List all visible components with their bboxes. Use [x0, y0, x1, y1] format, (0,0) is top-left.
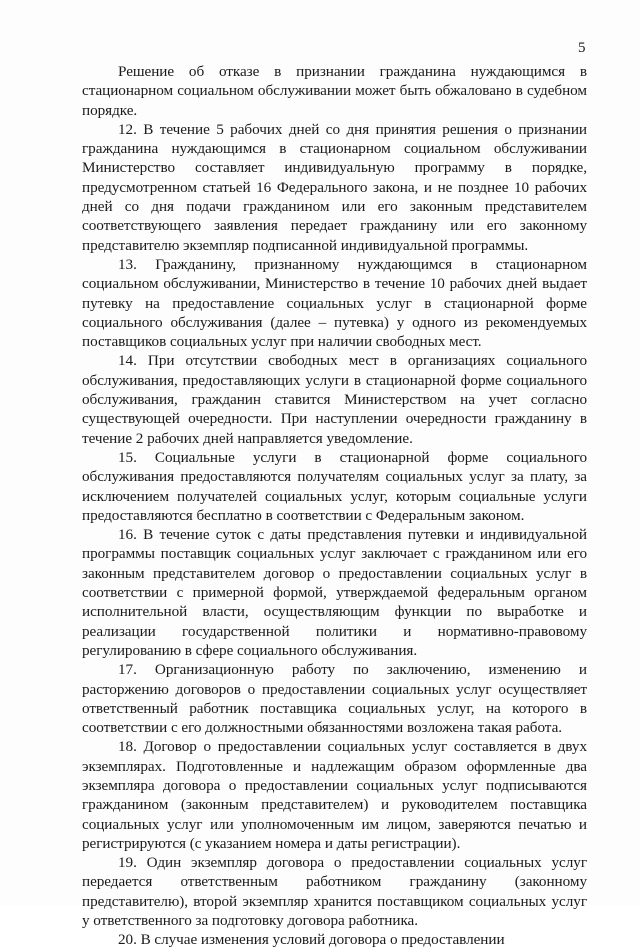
document-body	[82, 62, 587, 950]
paragraph-16: 16. В течение суток с даты представления путевки и индивидуальной программы поставщик социальных услуг заключает с гражданином или его законным представителем договор о предоставлении социальных услуг в соответствии с примерной формой, утверждаемой федеральным органом исполнительной власти, осуществляющим функции по выработке и реализации государственной политики и нормативно-правовому регулированию в сфере социального обслуживания.	[82, 526, 587, 659]
paragraph-13: 13. Гражданину, признанному нуждающимся в стационарном социальном обслуживании, Министерство в течение 10 рабочих дней выдает путевку на предоставление социальных услуг в стационарной форме социального обслуживания (далее – путевка) у одного из рекомендуемых поставщиков социальных услуг при наличии свободных мест.	[82, 255, 587, 351]
paragraph-20: 20. В случае изменения условий договора о предоставлении	[118, 931, 505, 949]
paragraph-12: 12. В течение 5 рабочих дней со дня принятия решения о признании гражданина нуждающимся в стационарном социальном обслуживании Министерство составляет индивидуальную программу в порядке, предусмотренном статьей 16 Федерального закона, и не позднее 10 рабочих дней со дня подачи гражданином или его законным представителем соответствующего заявления передает гражданину или его законному представителю экземпляр подписанной индивидуальной программы.	[82, 120, 587, 254]
paragraph-refusal-appeal: Решение об отказе в признании гражданина нуждающимся в стационарном социальном обслуживании может быть обжаловано в судебном порядке.	[82, 63, 587, 119]
page-number: 5	[578, 40, 586, 56]
paragraph-17: 17. Организационную работу по заключению, изменению и расторжению договоров о предоставлении социальных услуг осуществляет ответственный работник поставщика социальных услуг, на которого в соответствии с его должностными обязанностями возложена такая работа.	[82, 661, 587, 737]
paragraph-18: 18. Договор о предоставлении социальных услуг составляется в двух экземплярах. Подготовленные и надлежащим образом оформленные два экземпляра договора о предоставлении социальных услуг подписываются гражданином (законным представителем) и руководителем поставщика социальных услуг или уполномоченным им лицом, заверяются печатью и регистрируются (с указанием номера и даты регистрации).	[82, 738, 587, 852]
paragraph-14: 14. При отсутствии свободных мест в организациях социального обслуживания, предоставляющих услуги в стационарной форме социального обслуживания, гражданин ставится Министерством на учет согласно существующей очередности. При наступлении очередности гражданину в течение 2 рабочих дней направляется уведомление.	[82, 352, 587, 447]
paragraph-19: 19. Один экземпляр договора о предоставлении социальных услуг передается ответственным работником гражданину (законному представителю), второй экземпляр хранится поставщиком социальных услуг у ответственного за подготовку договора работника.	[82, 854, 587, 930]
paragraph-15: 15. Социальные услуги в стационарной форме социального обслуживания предоставляются получателям социальных услуг за плату, за исключением получателей социальных услуг, которым социальные услуги предоставляются бесплатно в соответствии с Федеральным законом.	[82, 448, 587, 524]
